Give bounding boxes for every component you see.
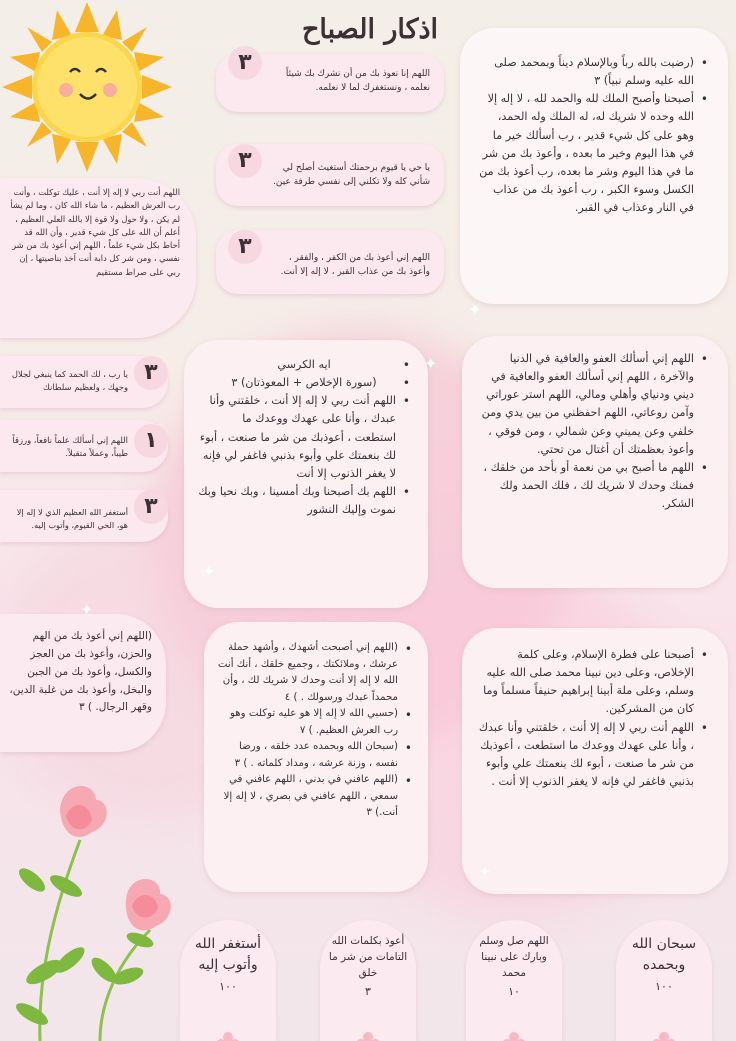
dhikr-pill [180,920,276,1041]
dhikr-small-card [0,356,168,408]
dhikr-item: • (اللهم عافني في بدني ، اللهم عافني في سمعي ، اللهم عافني في بصري ، لا إله إلا أنت.) ٣ [216,772,412,822]
sparkle-icon: ✦ [202,562,216,581]
count-badge: ٣ [134,490,168,524]
dhikr-item: • ايه الكرسي [198,356,410,374]
sparkle-icon: ✦ [468,300,482,319]
dhikr-small-card [216,230,444,294]
count-badge: ٣ [228,46,262,80]
dhikr-list [216,640,412,822]
dhikr-card-middle-right [462,336,728,588]
pill-text: اللهم صل وسلم وبارك على نبينا محمد [479,935,549,979]
dhikr-item: • اللهم ما أصبح بي من نعمة أو بأحد من خلقك ، فمنك وحدك لا شريك لك ، فلك الحمد ولك الشكر. [476,459,708,513]
dhikr-item: • اللهم بك أصبحنا وبك أمسينا ، وبك نحيا وبك نموت وإليك النشور [198,483,410,519]
dhikr-card-top-right [460,28,728,304]
dhikr-item: • اللهم إني أسألك العفو والعافية في الدنيا والآخرة ، اللهم إني أسألك العفو والعافية في ديني ودنياي وأهلي ومالي، اللهم استر عوراتي وآمن روعاتي، اللهم احفظني من بين يدي ومن خلفي وعن يميني وعن شمالي ، ومن فوقي ، وأعوذ بعظمتك أن أغتال من تحتي. [476,350,708,459]
dhikr-small-card [0,420,168,472]
dhikr-list [198,356,410,519]
dhikr-card-left [0,178,196,338]
dhikr-small-card [216,144,444,206]
dhikr-item: • (سبحان الله وبحمده عدد خلقه ، ورضا نفسه ، وزنة عرشه ، ومداد كلماته . ) ٣ [216,739,412,772]
flower-icon [650,1032,678,1041]
dhikr-text: أستغفر الله العظيم الذي لا إله إلا هو، الحي القيوم، وأتوب إليه. [16,507,128,530]
dhikr-pill [616,920,712,1041]
dhikr-list [476,350,708,513]
dhikr-text: اللهم إني أعوذ بك من الكفر ، والفقر ، وأعوذ بك من عذاب القبر ، لا إله إلا أنت. [280,253,430,277]
dhikr-text: اللهم أنت ربي لا إله إلا أنت ، عليك توكلت ، وأنت رب العرش العظيم ، ما شاء الله كان ، وما لم يشأ لم يكن ، ولا حول ولا قوة إلا بالله العلي العظيم ، أعلم أن الله على كل شيء قدير ، وأن الله قد أحاط بكل شيء علماً ، اللهم إني أعوذ بك من شر نفسي ، ومن شر كل دابة أنت آخذ بناصيتها ، إن ربي على صراط مستقيم [10,187,180,277]
dhikr-item: • (اللهم إني أصبحت أشهدك ، وأشهد حملة عرشك ، وملائكتك ، وجميع خلقك ، أنك أنت الله لا إله إلا أنت وحدك لا شريك لك ، وأن محمداً عبدك ورسولك . ) ٤ [216,640,412,706]
dhikr-card-left-lower [0,614,166,752]
pill-count: ١٠٠ [219,980,237,993]
pill-count: ٣ [365,985,371,999]
count-badge: ١ [134,424,168,458]
sparkle-icon: ✦ [424,354,438,373]
page-title: اذكار الصباح [302,14,438,45]
pill-text: سبحان الله وبحمده [631,936,697,973]
dhikr-pill [320,920,416,1041]
dhikr-text: اللهم إني أسألك علماً نافعاً، ورزقاً طيباً، وعملاً متقبلاً. [12,435,128,459]
dhikr-text: يا حي يا قيوم برحمتك أستغيث أصلح لي شأني كله ولا تكلني إلى نفسي طرفة عين. [273,163,430,187]
count-badge: ٣ [228,230,262,264]
dhikr-item: • اللهم أنت ربي لا إله إلا أنت ، خلقتني وأنا عبدك ، وأنا على عهدك ووعدك ما استطعت ، أعوذبك من شر ما صنعت ، أبوء لك بنعمتك علي وأبوء بذنبي فاغفر لي فإنه لا يغفر الذنوب إلا أنت . [476,719,708,792]
dhikr-card-bottom-right [462,628,728,894]
sparkle-icon: ✦ [478,862,492,881]
dhikr-small-card [0,490,168,542]
flower-icon [354,1032,382,1041]
pill-count: ١٠٠ [655,980,673,993]
dhikr-list [478,54,708,217]
dhikr-list [476,646,708,791]
flower-icon [214,1032,242,1041]
dhikr-item: • (سورة الإخلاص + المعوذتان) ٣ [198,374,410,392]
dhikr-pill [466,920,562,1041]
dhikr-item: • أصبحنا وأصبح الملك لله والحمد لله ، لا إله إلا الله وحده لا شريك له، له الملك وله الحمد، وهو على كل شيء قدير ، رب أسألك خير ما في هذا اليوم وخير ما بعده ، وأعوذ بك من شر ما في هذا اليوم وشر ما بعده، رب أعوذ بك من الكسل وسوء الكبر ، رب أعوذ بك من عذاب في النار وعذاب في القبر. [478,90,708,217]
flower-icon [500,1032,528,1041]
dhikr-item: • أصبحنا على فطرة الإسلام، وعلى كلمة الإخلاص، وعلى دين نبينا محمد صلى الله عليه وسلم، وعلى ملة أبينا إبراهيم حنيفاً مسلماً وما كان من المشركين. [476,646,708,719]
pill-text: أعوذ بكلمات الله التامات من شر ما خلق [328,935,408,979]
dhikr-card-middle-center [184,340,428,608]
dhikr-item: • (رضيت بالله رباً وبالإسلام ديناً وبمحمد صلى الله عليه وسلم نبياً) ٣ [478,54,708,90]
dhikr-text: يا رب ، لك الحمد كما ينبغي لجلال وجهك ، ولعظيم سلطانك [11,369,128,393]
count-badge: ٣ [134,356,168,390]
dhikr-item: • (حسبي الله لا إله إلا هو عليه توكلت وهو رب العرش العظيم. ) ٧ [216,706,412,739]
pill-count: ١٠ [508,985,520,999]
sparkle-icon: ✦ [80,600,94,619]
pill-text: أستغفر الله وأتوب إليه [194,936,262,973]
dhikr-item: • اللهم أنت ربي لا إله إلا أنت ، خلقتني وأنا عبدك ، وأنا على عهدك ووعدك ما استطعت ، أعوذبك من شر ما صنعت ، أبوء لك بنعمتك علي وأبوء بذنبي فاغفر لي فإنه لا يغفر الذنوب إلا أنت [198,392,410,483]
dhikr-card-bottom-center [204,622,428,892]
sun-illustration [2,2,172,172]
dhikr-text: (اللهم إني أعوذ بك من الهم والحزن، وأعوذ بك من العجز والكسل، وأعوذ بك من الجبن والبخل، وأعوذ بك من غلبة الدين، وقهر الرجال. ) ٣ [9,630,152,714]
dhikr-text: اللهم إنا نعوذ بك من أن نشرك بك شيئاً نعلمه ، ونستغفرك لما لا نعلمه. [285,69,430,93]
dhikr-small-card [216,50,444,112]
count-badge: ٣ [228,144,262,178]
flower-plant-illustration [0,780,200,1041]
